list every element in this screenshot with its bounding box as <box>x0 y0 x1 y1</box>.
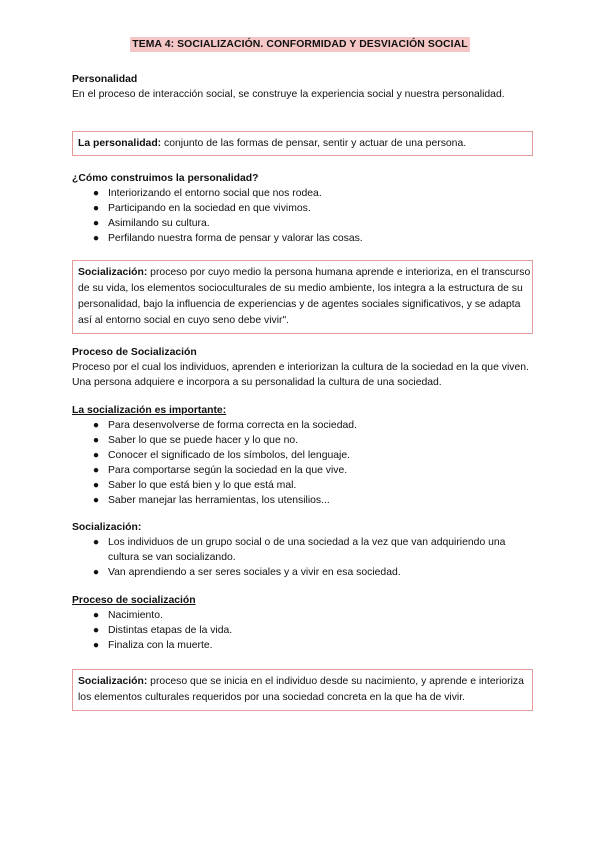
list-item: ● Participando en la sociedad en que vivimos. <box>92 203 311 214</box>
bullet-list <box>72 608 532 653</box>
section-heading: Proceso de socialización <box>72 595 196 606</box>
bullet-icon: ● <box>92 625 100 636</box>
list-item: ● Conocer el significado de los símbolos, del lenguaje. <box>92 450 351 461</box>
bullet-list <box>72 186 532 246</box>
section-heading: Socialización: <box>72 522 142 533</box>
paragraph: En el proceso de interacción social, se construye la experiencia social y nuestra personalidad. <box>72 89 505 100</box>
section-proceso-socializacion <box>72 345 534 390</box>
bullet-icon: ● <box>92 480 100 491</box>
bullet-icon: ● <box>92 495 100 506</box>
bullet-icon: ● <box>92 610 100 621</box>
list-item: ● Interiorizando el entorno social que nos rodea. <box>92 188 322 199</box>
bullet-icon: ● <box>92 203 100 214</box>
paragraph: Proceso por el cual los individuos, aprenden e interiorizan la cultura de la sociedad en la que viven. Una persona adquiere e incorpora a su personalidad la cultura de una sociedad. <box>72 362 529 388</box>
list-item: ● Saber manejar las herramientas, los utensilios... <box>92 495 330 506</box>
definition-box-personalidad <box>72 131 533 156</box>
definition-term: Socialización: <box>78 267 148 278</box>
definition-text: proceso por cuyo medio la persona humana aprende e interioriza, en el transcurso de su vida, los elementos socioculturales de su medio ambiente, los integra a la estructura de su personalidad, bajo la influencia de experiencias y de agentes sociales significativos, y se adapta así al entorno social en cuyo seno debe vivir". <box>78 267 531 326</box>
definition-box-socializacion-proceso <box>72 669 533 711</box>
list-item: ● Van aprendiendo a ser seres sociales y a vivir en esa sociedad. <box>92 567 401 578</box>
section-proceso-etapas <box>72 593 532 653</box>
bullet-icon: ● <box>92 188 100 199</box>
page-title: TEMA 4: SOCIALIZACIÓN. CONFORMIDAD Y DESVIACIÓN SOCIAL <box>132 39 468 50</box>
definition-text: proceso que se inicia en el individuo desde su nacimiento, y aprende e interioriza los elementos culturales requeridos por una sociedad concreta en la que ha de vivir. <box>78 676 524 703</box>
bullet-list <box>72 535 532 580</box>
list-item: ● Asimilando su cultura. <box>92 218 210 229</box>
bullet-icon: ● <box>92 450 100 461</box>
section-heading: ¿Cómo construimos la personalidad? <box>72 173 259 184</box>
section-heading: Personalidad <box>72 74 138 85</box>
definition-term: Socialización: <box>78 676 148 687</box>
bullet-icon: ● <box>92 218 100 229</box>
bullet-icon: ● <box>92 640 100 651</box>
bullet-icon: ● <box>92 420 100 431</box>
definition-text: conjunto de las formas de pensar, sentir y actuar de una persona. <box>161 138 467 149</box>
bullet-icon: ● <box>92 537 100 548</box>
list-item: ● Nacimiento. <box>92 610 163 621</box>
list-item: ● Para desenvolverse de forma correcta en la sociedad. <box>92 420 357 431</box>
list-item: ● Para comportarse según la sociedad en la que vive. <box>92 465 348 476</box>
bullet-icon: ● <box>92 465 100 476</box>
list-item: ● Distintas etapas de la vida. <box>92 625 233 636</box>
list-item: ● Saber lo que está bien y lo que está mal. <box>92 480 297 491</box>
list-item: ● Los individuos de un grupo social o de una sociedad a la vez que van adquiriendo una cultura se van socializando. <box>92 537 506 563</box>
section-importante <box>72 403 532 508</box>
bullet-list <box>72 418 532 508</box>
bullet-icon: ● <box>92 435 100 446</box>
section-heading: Proceso de Socialización <box>72 347 197 358</box>
section-como-construimos <box>72 171 532 246</box>
list-item: ● Finaliza con la muerte. <box>92 640 213 651</box>
definition-box-socializacion <box>72 260 533 334</box>
bullet-icon: ● <box>92 233 100 244</box>
bullet-icon: ● <box>92 567 100 578</box>
section-socializacion <box>72 520 532 580</box>
section-personalidad <box>72 72 532 102</box>
section-heading: La socialización es importante: <box>72 405 227 416</box>
list-item: ● Perfilando nuestra forma de pensar y valorar las cosas. <box>92 233 363 244</box>
list-item: ● Saber lo que se puede hacer y lo que no. <box>92 435 299 446</box>
definition-term: La personalidad: <box>78 138 162 149</box>
